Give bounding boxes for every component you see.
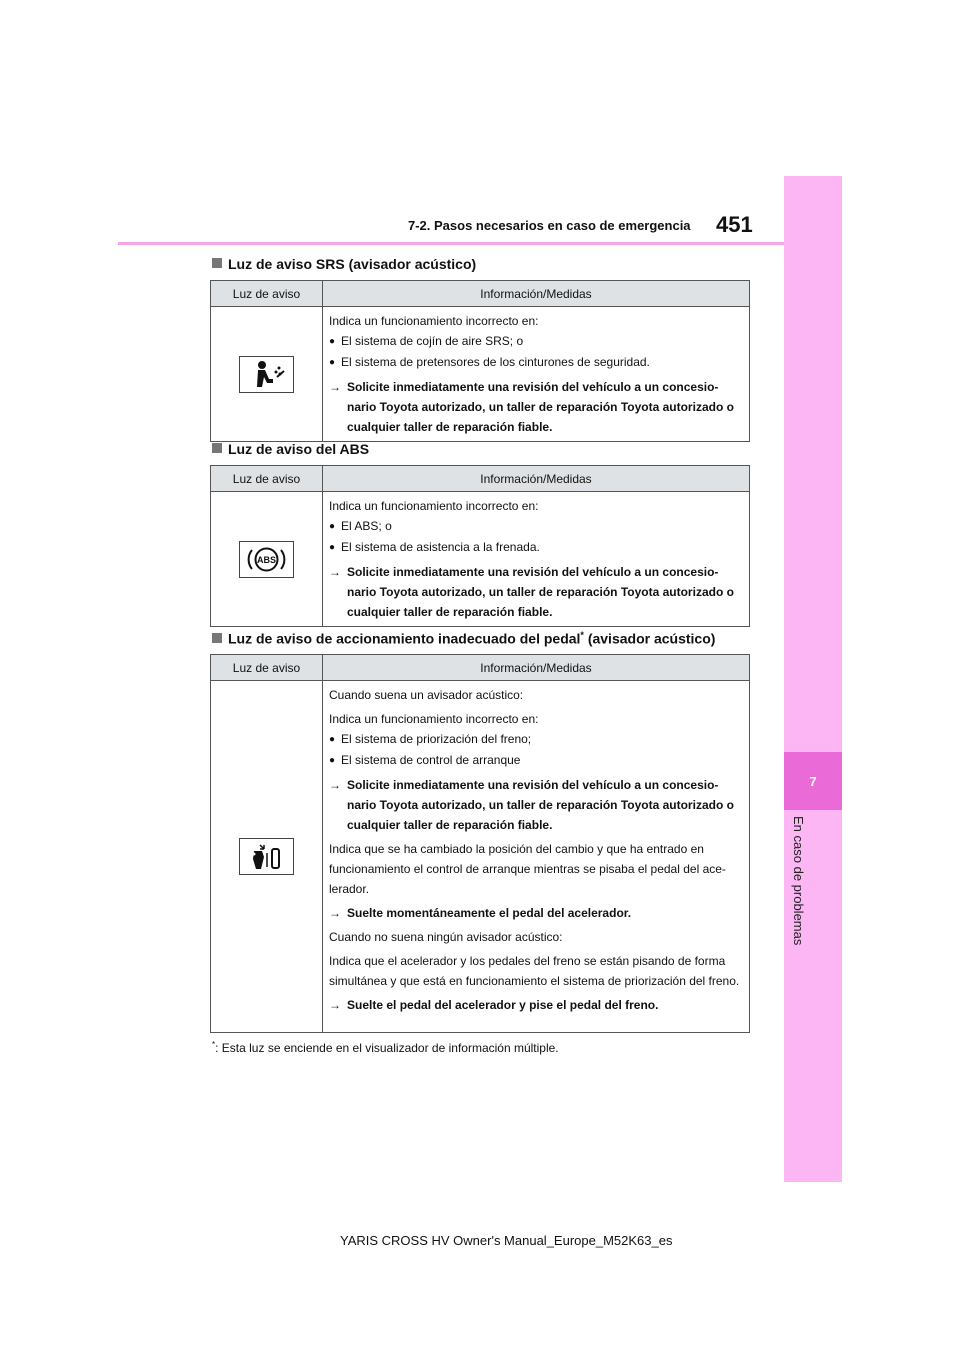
chapter-side-band [784,176,842,1182]
section-title-text: Luz de aviso del ABS [228,441,370,457]
srs-warning-table [210,280,750,442]
chapter-number-tab: 7 [784,752,842,810]
arrow-icon: → [329,565,341,579]
shift-note: Indica que se ha cambiado la posición del cambio y que ha entrado en funcionamiento el control de arranque mientras se pisaba el pedal del ace- lerador. [329,842,726,896]
section-title-text: Luz de aviso de accionamiento inadecuado del pedal [228,630,581,647]
square-bullet-icon [212,258,222,268]
chapter-label: En caso de problemas [791,816,806,946]
section-title-pedal [212,630,715,647]
action-instruction [329,562,743,622]
square-bullet-icon [212,443,222,453]
section-title-text: Luz de aviso SRS (avisador acústico) [228,256,477,272]
pedal-warning-table [210,654,750,1033]
page-number: 451 [716,212,753,237]
pedal-misoperation-warning-icon [239,838,294,875]
abs-warning-icon [239,541,294,578]
buzzer-on-text: Cuando suena un avisador acústico: [329,688,524,702]
footnote [212,1040,559,1055]
action-instruction [329,995,743,1015]
srs-airbag-warning-icon [239,356,294,393]
information-cell [323,492,750,627]
buzzer-off-text: Cuando no suena ningún avisador acústico: [329,930,563,944]
column-header-warning-light: Luz de aviso [211,466,323,492]
warning-light-cell [211,681,323,1033]
abs-warning-table [210,465,750,627]
column-header-warning-light: Luz de aviso [211,281,323,307]
list-item: ● El sistema de pretensores de los cinturones de seguridad. [329,352,743,373]
info-intro: Indica un funcionamiento incorrecto en: [329,712,539,726]
information-cell [323,681,750,1033]
footnote-mark: * [212,1040,216,1049]
section-title-abs [212,441,369,457]
both-pedals-note: Indica que el acelerador y los pedales del freno se están pisando de forma simultánea y que está en funcionamiento el sistema de priorización del freno. [329,954,740,988]
action-text: Suelte momentáneamente el pedal del acelerador. [347,906,632,920]
action-text: Suelte el pedal del acelerador y pise el pedal del freno. [347,998,659,1012]
warning-light-cell [211,307,323,442]
action-text: Solicite inmediatamente una revisión del vehículo a un concesio- nario Toyota autorizado, un taller de reparación Toyota autorizado o cualquier taller de reparación fiable. [347,565,734,619]
arrow-icon: → [329,998,341,1012]
column-header-warning-light: Luz de aviso [211,655,323,681]
header-divider [118,242,784,245]
arrow-icon: → [329,906,341,920]
footnote-mark: * [580,630,584,640]
column-header-information: Información/Medidas [323,655,750,681]
action-text: Solicite inmediatamente una revisión del vehículo a un concesio- nario Toyota autorizado, un taller de reparación Toyota autorizado o cualquier taller de reparación fiable. [347,778,734,832]
list-item: ● El sistema de asistencia a la frenada. [329,537,743,558]
action-instruction [329,377,743,437]
column-header-information: Información/Medidas [323,466,750,492]
information-cell [323,307,750,442]
list-item: ● El sistema de control de arranque [329,750,743,771]
svg-text:ABS: ABS [256,554,277,565]
info-intro: Indica un funcionamiento incorrecto en: [329,499,539,513]
info-intro: Indica un funcionamiento incorrecto en: [329,314,539,328]
page-footer: YARIS CROSS HV Owner's Manual_Europe_M52K63_es [340,1233,673,1248]
action-text: Solicite inmediatamente una revisión del vehículo a un concesio- nario Toyota autorizado, un taller de reparación Toyota autorizado o cualquier taller de reparación fiable. [347,380,734,434]
section-header: 7-2. Pasos necesarios en caso de emergencia [408,218,691,233]
section-title-srs [212,256,476,272]
section-title-suffix: (avisador acústico) [583,630,716,647]
list-item: ● El sistema de cojín de aire SRS; o [329,331,743,352]
action-instruction [329,903,743,923]
list-item: ● El sistema de priorización del freno; [329,729,743,750]
footnote-text: : Esta luz se enciende en el visualizador de información múltiple. [215,1041,559,1055]
warning-light-cell [211,492,323,627]
action-instruction [329,775,743,835]
column-header-information: Información/Medidas [323,281,750,307]
list-item: ● El ABS; o [329,516,743,537]
square-bullet-icon [212,633,222,643]
arrow-icon: → [329,778,341,792]
arrow-icon: → [329,380,341,394]
